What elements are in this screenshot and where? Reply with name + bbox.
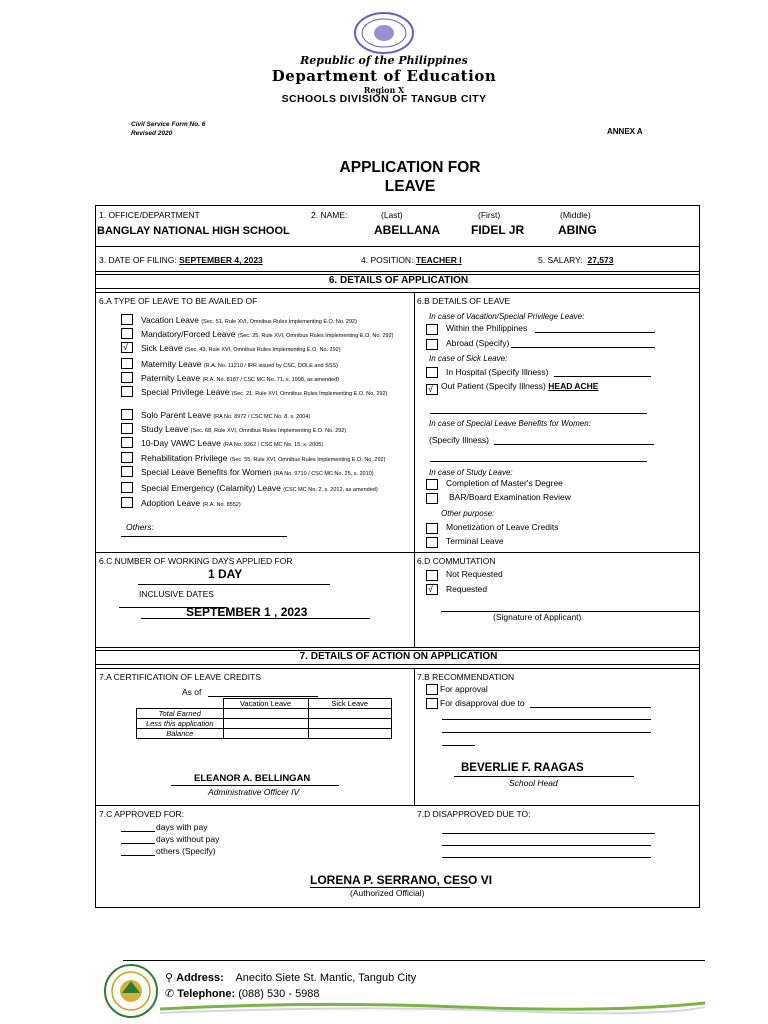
commutation-label: 6.D COMMUTATION	[417, 556, 496, 566]
leave-type-checkbox[interactable]	[121, 372, 133, 383]
terminal-leave-label: Terminal Leave	[446, 536, 504, 546]
monetization-checkbox[interactable]	[426, 523, 438, 534]
header-region: Region X	[363, 85, 405, 95]
women-heading: In case of Special Leave Benefits for Women:	[429, 419, 591, 428]
leave-type-checkbox[interactable]	[121, 314, 133, 325]
leave-type-label: 10-Day VAWC Leave (RA No. 9262 / CSC MC No. 15, s. 2005)	[141, 438, 324, 448]
leave-type-label: Maternity Leave (R.A. No. 11210 / IRR issued by CSC, DOLE and SSS)	[141, 359, 338, 369]
leave-type-checkbox[interactable]	[121, 423, 133, 434]
header-department: Department of Education	[271, 67, 497, 85]
check-mark: √	[123, 342, 128, 352]
sick-leave-heading: In case of Sick Leave:	[429, 354, 508, 363]
table-row	[137, 719, 392, 729]
office-label: 1. OFFICE/DEPARTMENT	[99, 210, 200, 220]
annex-label: ANNEX A	[607, 127, 643, 136]
row-label: Less this application	[137, 719, 224, 729]
masters-checkbox[interactable]	[426, 479, 438, 490]
study-heading: In case of Study Leave:	[429, 468, 513, 477]
salary: 5. SALARY: 27,573	[538, 255, 614, 265]
type-of-leave-label: 6.A TYPE OF LEAVE TO BE AVAILED OF	[99, 296, 258, 306]
for-disapproval-label: For disapproval due to	[440, 698, 525, 708]
middle-name-label: (Middle)	[560, 210, 591, 220]
col-sick-leave: Sick Leave	[308, 699, 392, 709]
leave-type-checkbox[interactable]	[121, 358, 133, 369]
leave-type-checkbox[interactable]	[121, 437, 133, 448]
leave-type-checkbox[interactable]	[121, 466, 133, 477]
name-label: 2. NAME:	[311, 210, 348, 220]
within-philippines-label: Within the Philippines	[446, 323, 528, 333]
not-requested-label: Not Requested	[446, 569, 503, 579]
first-name-label: (First)	[478, 210, 501, 220]
form-number: Civil Service Form No. 6 Revised 2020	[131, 121, 206, 137]
out-patient-label: Out Patient (Specify Illness) HEAD ACHE	[441, 381, 599, 391]
table-row	[137, 729, 392, 739]
specify-illness-label: (Specify Illness)	[429, 435, 489, 445]
row-label: Balance	[137, 729, 224, 739]
monetization-label: Monetization of Leave Credits	[446, 522, 559, 532]
leave-type-label: Special Privilege Leave (Sec. 21, Rule XVI, Omnibus Rules Implementing E.O. No. 292)	[141, 387, 388, 397]
certification-label: 7.A CERTIFICATION OF LEAVE CREDITS	[99, 672, 262, 682]
leave-type-label: Rehabilitation Privilege (Sec. 55, Rule XVI, Omnibus Rules Implementing E.O. No. 292)	[141, 453, 386, 463]
details-of-leave-label: 6.B DETAILS OF LEAVE	[417, 296, 511, 306]
leave-type-checkbox[interactable]	[121, 409, 133, 420]
authorized-official-name: LORENA P. SERRANO, CESO VI	[310, 873, 493, 887]
header-division: SCHOOLS DIVISION OF TANGUB CITY	[281, 93, 487, 105]
others-specify-label: others (Specify)	[156, 846, 216, 856]
terminal-leave-checkbox[interactable]	[426, 537, 438, 548]
leave-type-label: Adoption Leave (R.A. No. 8552)	[141, 498, 241, 508]
form-title: APPLICATION FOR LEAVE	[339, 159, 481, 195]
leave-type-label: Special Leave Benefits for Women (RA No. 9710 / CSC MC No. 25, s. 2010)	[141, 467, 374, 477]
table-row	[137, 709, 392, 719]
working-days-label: 6.C NUMBER OF WORKING DAYS APPLIED FOR	[99, 556, 293, 566]
certifier-title: Administrative Officer IV	[208, 787, 300, 797]
days-with-pay-label: days with pay	[156, 822, 208, 832]
section-7-title: 7. DETAILS OF ACTION ON APPLICATION	[299, 651, 498, 662]
inclusive-dates-value: SEPTEMBER 1 , 2023	[186, 605, 308, 619]
out-patient-checkbox[interactable]: √	[426, 384, 438, 395]
leave-type-label: Study Leave (Sec. 68, Rule XVI, Omnibus Rules Implementing E.O. No. 292)	[141, 424, 347, 434]
leave-credits-table	[136, 698, 392, 739]
last-name-value: ABELLANA	[374, 223, 440, 237]
col-vacation-leave: Vacation Leave	[223, 699, 308, 709]
inclusive-dates-label: INCLUSIVE DATES	[139, 589, 214, 599]
row-label: Total Earned	[137, 709, 224, 719]
leave-type-label: Special Emergency (Calamity) Leave (CSC MC No. 2, s. 2012, as amended)	[141, 483, 378, 493]
footer-telephone: ✆ Telephone: (088) 530 - 5988	[165, 988, 320, 1000]
recommendation-label: 7.B RECOMMENDATION	[417, 672, 515, 682]
deped-seal-logo	[353, 12, 415, 54]
leave-type-label: Solo Parent Leave (RA No. 8972 / CSC MC No. 8, s. 2004)	[141, 410, 311, 420]
recommender-name: BEVERLIE F. RAAGAS	[461, 762, 584, 774]
bar-review-label: BAR/Board Examination Review	[449, 492, 571, 502]
middle-name-value: ABING	[558, 223, 597, 237]
last-name-label: (Last)	[381, 210, 403, 220]
leave-type-label: Mandatory/Forced Leave (Sec. 25, Rule XVI, Omnibus Rules Implementing E.O. No. 292)	[141, 329, 394, 339]
for-disapproval-checkbox[interactable]	[426, 698, 438, 709]
vacation-heading: In case of Vacation/Special Privilege Leave:	[429, 312, 585, 321]
phone-icon: ✆	[165, 988, 175, 1000]
requested-label: Requested	[446, 584, 488, 594]
for-approval-checkbox[interactable]	[426, 684, 438, 695]
date-of-filing: 3. DATE OF FILING: SEPTEMBER 4, 2023	[99, 255, 263, 265]
approved-for-label: 7.C APPROVED FOR:	[99, 809, 185, 819]
recommender-title: School Head	[509, 778, 558, 788]
position: 4. POSITION: TEACHER I	[361, 255, 462, 265]
signature-label: (Signature of Applicant)	[493, 612, 582, 622]
section-6-title: 6. DETAILS OF APPLICATION	[328, 275, 469, 286]
abroad-checkbox[interactable]	[426, 339, 438, 350]
leave-type-checkbox[interactable]	[121, 452, 133, 463]
leave-type-checkbox[interactable]	[121, 497, 133, 508]
leave-form	[95, 205, 700, 908]
days-without-pay-label: days without pay	[156, 834, 220, 844]
in-hospital-checkbox[interactable]	[426, 367, 438, 378]
leave-type-checkbox[interactable]	[121, 328, 133, 339]
footer-divider	[123, 960, 705, 961]
leave-type-label: Sick Leave (Sec. 43, Rule XVI, Omnibus Rules Implementing E.O. No. 292)	[141, 343, 341, 353]
pin-icon: ⚲	[165, 972, 174, 984]
abroad-label: Abroad (Specify)	[446, 338, 510, 348]
footer-address: ⚲ Address: Anecito Siete St. Mantic, Tangub City	[165, 972, 417, 984]
office-value: BANGLAY NATIONAL HIGH SCHOOL	[97, 225, 290, 237]
leave-type-label: Paternity Leave (R.A. No. 8187 / CSC MC No. 71, s. 1998, as amended)	[141, 373, 340, 383]
requested-checkbox[interactable]: √	[426, 584, 438, 595]
table-header-row	[137, 699, 392, 709]
others-label: Others:	[126, 522, 154, 532]
authorized-official-label: (Authorized Official)	[350, 888, 425, 898]
bar-review-checkbox[interactable]	[426, 493, 438, 504]
other-purpose-label: Other purpose:	[441, 509, 495, 518]
leave-type-checkbox[interactable]	[121, 342, 133, 353]
certifier-name: ELEANOR A. BELLINGAN	[194, 773, 311, 784]
for-approval-label: For approval	[440, 684, 488, 694]
header-republic: Republic of the Philippines	[300, 54, 468, 67]
leave-type-label: Vacation Leave (Sec. 51, Rule XVI, Omnibus Rules Implementing E.O. No. 292)	[141, 315, 357, 325]
leave-type-checkbox[interactable]	[121, 482, 133, 493]
division-seal-logo	[100, 963, 162, 1019]
first-name-value: FIDEL JR	[471, 223, 525, 237]
in-hospital-label: In Hospital (Specify Illness)	[446, 367, 549, 377]
disapproved-due-to-label: 7.D DISAPPROVED DUE TO:	[417, 809, 531, 819]
not-requested-checkbox[interactable]	[426, 570, 438, 581]
within-philippines-checkbox[interactable]	[426, 324, 438, 335]
leave-type-checkbox[interactable]	[121, 386, 133, 397]
as-of-label: As of	[182, 687, 202, 697]
masters-label: Completion of Master's Degree	[446, 478, 563, 488]
working-days-value: 1 DAY	[208, 567, 243, 581]
